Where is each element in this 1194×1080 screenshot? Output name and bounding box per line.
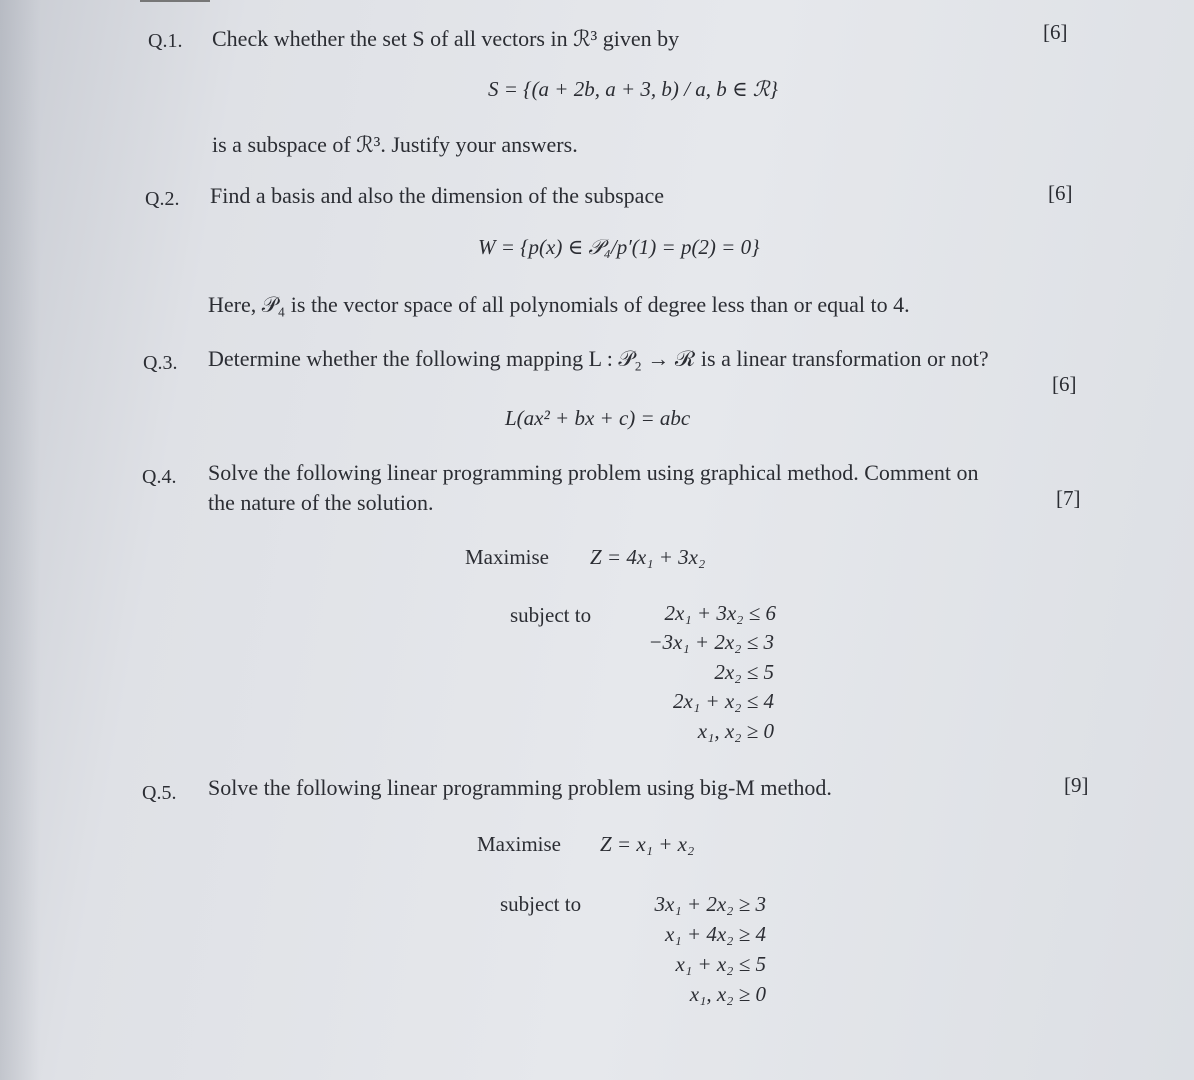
q5-constraint: 3x₁ + 2x₂ ≥ 3 [654,892,766,916]
top-rule [140,0,210,2]
q5-constraint: x₁ + x₂ ≤ 5 [675,952,766,976]
q5-objective: Z = x₁ + x₂ [600,832,695,856]
q4-constraint: x₁, x₂ ≥ 0 [697,719,774,743]
q4-constraint: −3x₁ + 2x₂ ≤ 3 [648,630,774,654]
q3-number: Q.3. [143,352,178,374]
q4-subject-label: subject to [510,603,592,627]
q4-maximise-label: Maximise [465,545,549,569]
q2-number: Q.2. [145,188,180,210]
q4-text: Solve the following linear programming problem using graphical method. Comment on [208,460,979,485]
q5-constraint: x₁, x₂ ≥ 0 [689,982,766,1006]
q4-marks: [7] [1056,486,1081,510]
q5-marks: [9] [1064,773,1089,797]
q2-formula: W = {p(x) ∈ 𝒫₄/p′(1) = p(2) = 0} [478,235,760,259]
q4-text2: the nature of the solution. [208,490,434,515]
q1-marks: [6] [1043,20,1068,44]
q4-objective: Z = 4x₁ + 3x₂ [590,545,706,569]
q4-number: Q.4. [142,466,177,488]
q5-number: Q.5. [142,782,177,804]
q3-text: Determine whether the following mapping L : 𝒫₂ → ℛ is a linear transformation or not? [208,346,989,371]
q2-text: Find a basis and also the dimension of the subspace [210,183,664,208]
q5-constraint: x₁ + 4x₂ ≥ 4 [665,922,766,946]
q3-formula: L(ax² + bx + c) = abc [505,406,691,430]
q2-text2: Here, 𝒫₄ is the vector space of all polynomials of degree less than or equal to 4. [208,292,910,317]
q3-marks: [6] [1052,372,1077,396]
q2-marks: [6] [1048,181,1073,205]
q5-maximise-label: Maximise [477,832,561,856]
page-edge-shadow [0,0,40,1080]
q4-constraint: 2x₁ + x₂ ≤ 4 [673,689,774,713]
q5-text: Solve the following linear programming problem using big-M method. [208,775,832,800]
q5-subject-label: subject to [500,892,582,916]
q1-formula: S = {(a + 2b, a + 3, b) / a, b ∈ ℛ} [488,77,778,101]
q1-number: Q.1. [148,30,183,52]
q4-constraint: 2x₁ + 3x₂ ≤ 6 [664,601,776,625]
q4-constraint: 2x₂ ≤ 5 [714,660,774,684]
q1-text: Check whether the set S of all vectors in ℛ³ given by [212,26,680,51]
q1-text2: is a subspace of ℛ³. Justify your answers. [212,132,578,157]
